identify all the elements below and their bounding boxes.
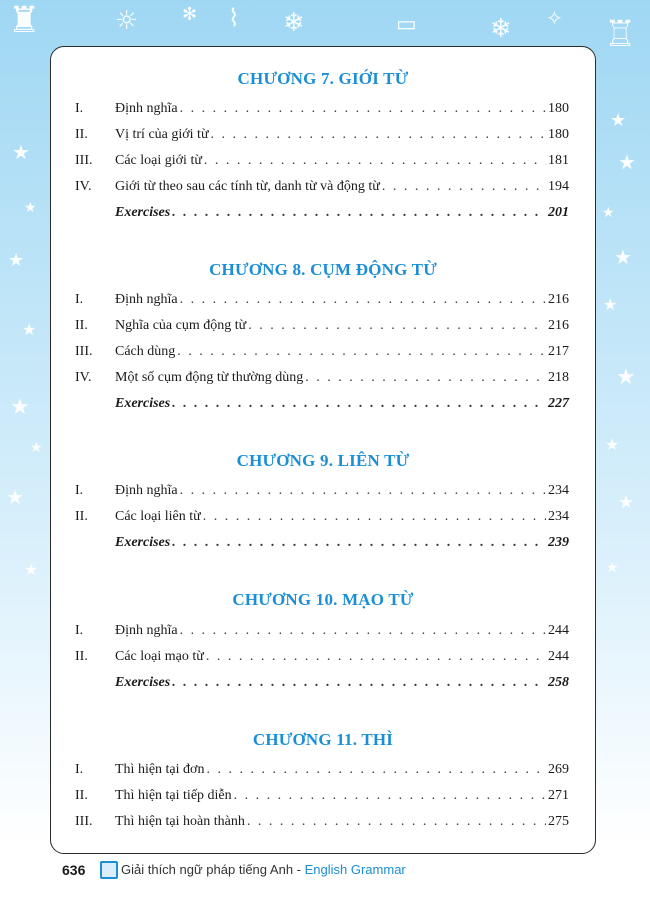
toc-entry[interactable] [75, 318, 569, 338]
entry-page: 271 [548, 788, 569, 803]
toc-entry[interactable] [75, 153, 569, 173]
toc-entry[interactable] [75, 814, 569, 834]
star-icon: ★ [24, 200, 37, 216]
dot-leader [177, 344, 546, 360]
dot-leader [248, 318, 546, 334]
dot-leader [206, 762, 546, 778]
dot-leader [211, 127, 546, 143]
dot-leader [180, 623, 546, 639]
entry-number: III. [75, 153, 93, 168]
dot-leader [247, 814, 546, 830]
entry-page: 194 [548, 179, 569, 194]
entry-page: 216 [548, 292, 569, 307]
entry-page: 244 [548, 623, 569, 638]
star-icon: ★ [24, 560, 39, 579]
toc-entry[interactable] [75, 370, 569, 390]
toc-exercises[interactable] [75, 675, 569, 695]
entry-page: 234 [548, 483, 569, 498]
entry-number: III. [75, 814, 93, 829]
entry-page: 218 [548, 370, 569, 385]
page-footer [0, 856, 650, 886]
toc-exercises[interactable] [75, 396, 569, 416]
entry-page: 216 [548, 318, 569, 333]
snowflake-icon: ❄ [283, 8, 305, 38]
entry-number: II. [75, 788, 88, 803]
toc-exercises[interactable] [75, 205, 569, 225]
entry-number: IV. [75, 370, 92, 385]
entry-number: III. [75, 344, 93, 359]
entry-page: 275 [548, 814, 569, 829]
entry-page: 180 [548, 127, 569, 142]
book-title-highlight: English Grammar [304, 862, 406, 877]
entry-page: 180 [548, 101, 569, 116]
exercises-label: Exercises [115, 396, 171, 411]
exercises-label: Exercises [115, 205, 171, 220]
dot-leader [172, 205, 546, 221]
star-icon: ★ [610, 110, 627, 131]
lightbulb-icon: ☼ [115, 6, 139, 36]
table-of-contents [50, 46, 596, 854]
paperclip-icon: ⌇ [228, 4, 240, 32]
star-icon: ★ [606, 560, 619, 576]
entry-label: Các loại giới từ [115, 153, 202, 168]
star-icon: ★ [6, 485, 24, 509]
entry-label: Định nghĩa [115, 623, 178, 638]
toc-entry[interactable] [75, 509, 569, 529]
entry-label: Giới từ theo sau các tính từ, danh từ và động từ [115, 179, 380, 194]
butterfly-icon: ✧ [546, 6, 563, 30]
snowflake-icon: ✻ [182, 4, 198, 25]
dot-leader [180, 483, 546, 499]
entry-label: Cách dùng [115, 344, 176, 359]
toc-entry[interactable] [75, 127, 569, 147]
star-icon: ★ [8, 250, 25, 271]
entry-label: Định nghĩa [115, 483, 178, 498]
dot-leader [203, 509, 546, 525]
exercises-label: Exercises [115, 535, 171, 550]
book-title [121, 862, 406, 877]
dot-leader [305, 370, 546, 386]
star-icon: ★ [614, 245, 632, 269]
chapter-title: CHƯƠNG 9. LIÊN TỪ [236, 451, 410, 470]
dot-leader [172, 675, 546, 691]
star-icon: ★ [12, 140, 30, 164]
tower-icon: ♖ [604, 14, 637, 55]
toc-entry[interactable] [75, 623, 569, 643]
exercises-page: 201 [548, 205, 569, 220]
exercises-page: 239 [548, 535, 569, 550]
entry-page: 244 [548, 649, 569, 664]
star-icon: ★ [30, 440, 43, 456]
toc-entry[interactable] [75, 788, 569, 808]
star-icon: ★ [605, 435, 620, 454]
tower-icon: ♜ [8, 0, 41, 41]
star-icon: ★ [10, 395, 30, 420]
entry-label: Thì hiện tại tiếp diễn [115, 788, 232, 803]
dot-leader [206, 649, 546, 665]
snowflake-icon: ❄ [490, 14, 512, 44]
entry-number: I. [75, 762, 84, 777]
entry-number: II. [75, 649, 88, 664]
chapter-title: CHƯƠNG 10. MẠO TỪ [232, 590, 414, 609]
entry-page: 217 [548, 344, 569, 359]
dot-leader [204, 153, 546, 169]
square-icon [100, 861, 118, 879]
entry-number: I. [75, 483, 84, 498]
entry-number: II. [75, 318, 88, 333]
page-number: 636 [62, 862, 86, 878]
exercises-page: 227 [548, 396, 569, 411]
star-icon: ★ [616, 365, 636, 390]
entry-label: Các loại mạo từ [115, 649, 204, 664]
entry-number: IV. [75, 179, 92, 194]
toc-entry[interactable] [75, 649, 569, 669]
entry-label: Thì hiện tại đơn [115, 762, 205, 777]
entry-number: I. [75, 623, 84, 638]
entry-label: Thì hiện tại hoàn thành [115, 814, 245, 829]
exercises-label: Exercises [115, 675, 171, 690]
dot-leader [172, 535, 546, 551]
entry-number: II. [75, 509, 88, 524]
toc-entry[interactable] [75, 292, 569, 312]
toc-exercises[interactable] [75, 535, 569, 555]
book-title-text: Giải thích ngữ pháp tiếng Anh - [121, 862, 305, 877]
toc-entry[interactable] [75, 483, 569, 503]
dot-leader [172, 396, 546, 412]
chapter-title: CHƯƠNG 8. CỤM ĐỘNG TỪ [209, 260, 437, 279]
exercises-page: 258 [548, 675, 569, 690]
toc-entry[interactable] [75, 762, 569, 782]
dot-leader [180, 101, 546, 117]
entry-label: Một số cụm động từ thường dùng [115, 370, 304, 385]
dot-leader [382, 179, 546, 195]
star-icon: ★ [602, 205, 615, 221]
entry-label: Nghĩa của cụm động từ [115, 318, 247, 333]
entry-label: Định nghĩa [115, 292, 178, 307]
dot-leader [234, 788, 546, 804]
toc-entry[interactable] [75, 101, 569, 121]
toc-entry[interactable] [75, 344, 569, 364]
chapter-title: CHƯƠNG 11. THÌ [252, 730, 394, 749]
entry-page: 181 [548, 153, 569, 168]
toc-entry[interactable] [75, 179, 569, 199]
entry-number: II. [75, 127, 88, 142]
entry-number: I. [75, 292, 84, 307]
entry-number: I. [75, 101, 84, 116]
chapter-title: CHƯƠNG 7. GIỚI TỪ [237, 69, 409, 88]
entry-label: Vị trí của giới từ [115, 127, 209, 142]
entry-page: 234 [548, 509, 569, 524]
star-icon: ★ [22, 320, 37, 339]
entry-label: Định nghĩa [115, 101, 178, 116]
briefcase-icon: ▭ [396, 12, 417, 37]
star-icon: ★ [618, 492, 635, 513]
dot-leader [180, 292, 546, 308]
star-icon: ★ [603, 295, 618, 314]
star-icon: ★ [618, 150, 636, 174]
entry-page: 269 [548, 762, 569, 777]
entry-label: Các loại liên từ [115, 509, 201, 524]
